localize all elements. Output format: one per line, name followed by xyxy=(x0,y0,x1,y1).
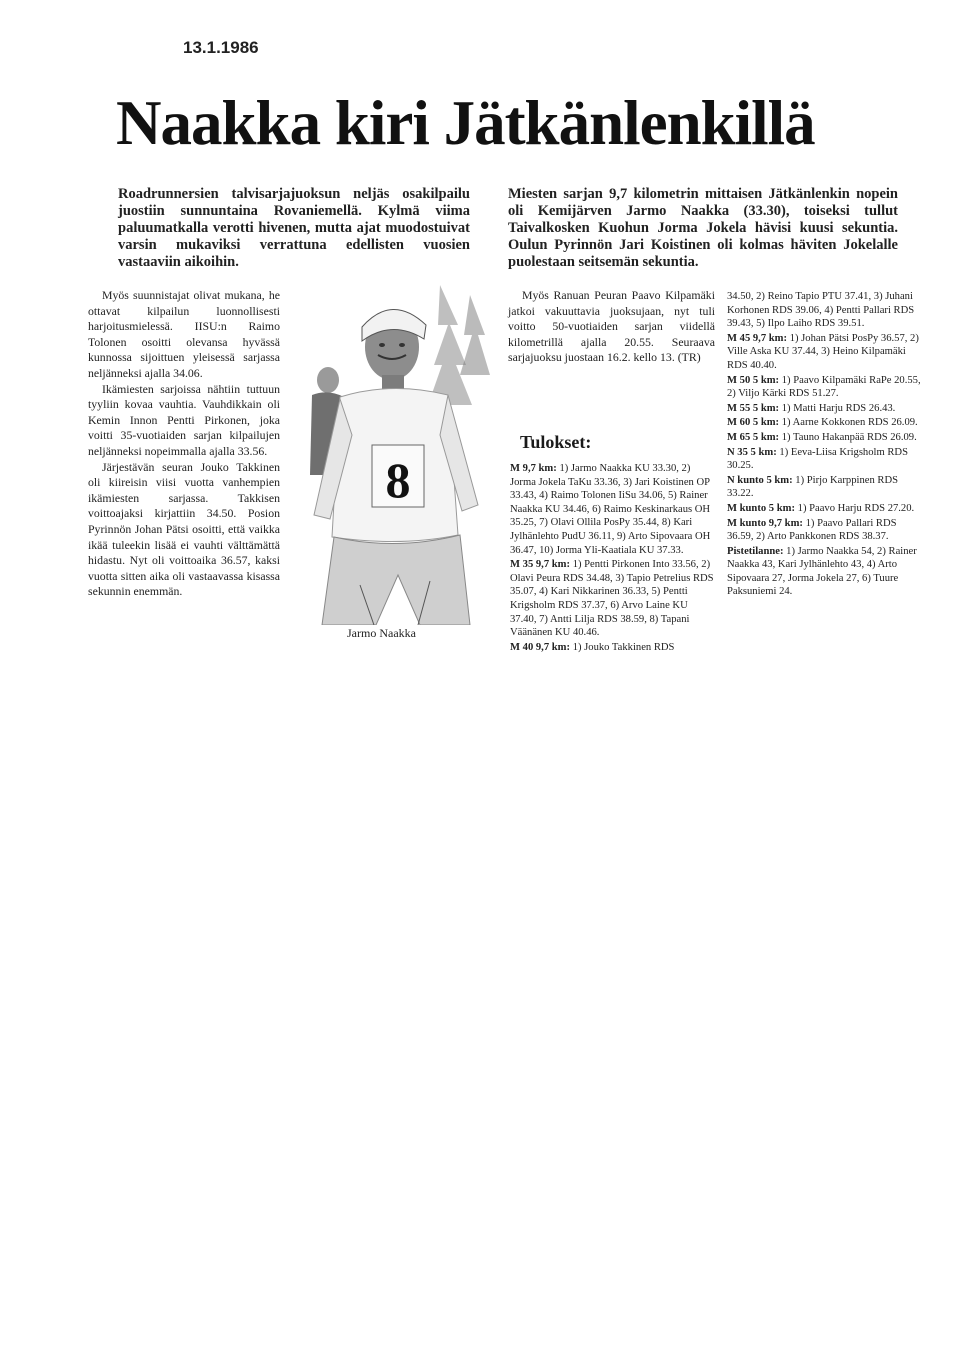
result-entry xyxy=(727,446,923,473)
result-text: 1) Jouko Takkinen RDS xyxy=(572,641,675,653)
bib-number: 8 xyxy=(385,452,411,508)
result-category: M kunto 9,7 km: xyxy=(727,517,803,529)
result-category: M kunto 5 km: xyxy=(727,502,795,514)
result-text: 1) Paavo Pallari RDS 36.59, 2) Arto Pankkonen RDS 38.37. xyxy=(727,517,897,543)
lead-paragraph-right: Miesten sarjan 9,7 kilometrin mittaisen Jätkänlenkin nopein oli Kemijärven Jarmo Naakka (33.30), toiseksi tullut Taivalkosken Kuohun Jorma Jokela hävisi kuusi sekuntia. Oulun Pyrinnön Jari Koistinen oli kolmas häviten Jokelalle puolestaan seitsemän sekuntia. xyxy=(508,186,898,270)
result-category: M 65 5 km: xyxy=(727,431,780,443)
result-text: 1) Jarmo Naakka 54, 2) Rainer Naakka 43, Kari Jylhänlehto 43, 4) Arto Sipovaara 27, Jorma Jokela 27, 6) Tuure Paksuniemi 24. xyxy=(727,545,917,598)
result-text: 1) Paavo Harju RDS 27.20. xyxy=(797,502,915,514)
result-category: N 35 5 km: xyxy=(727,446,777,458)
result-category: Pistetilanne: xyxy=(727,545,784,557)
body-paragraph: Ikämiesten sarjoissa nähtiin tuttuun tyyliin kovaa vauhtia. Vauhdikkain oli Kemin Innon Pentti Pirkonen, joka voitti 35-vuotiaiden sarjan kilpailujen neljänneksi nopeimmalla ajalla 33.56. xyxy=(88,381,280,458)
result-category: M 35 9,7 km: xyxy=(510,559,571,571)
result-entry xyxy=(727,416,923,430)
result-text: 1) Johan Pätsi PosPy 36.57, 2) Ville Aska KU 37.44, 3) Heino Kilpamäki RDS 40.40. xyxy=(727,332,919,371)
result-category: M 9,7 km: xyxy=(510,463,557,474)
result-entry xyxy=(727,290,923,331)
result-category: M 40 9,7 km: xyxy=(510,641,571,653)
result-text: 1) Eeva-Liisa Krigsholm RDS 30.25. xyxy=(727,446,908,472)
body-column-3 xyxy=(508,288,715,366)
article-headline: Naakka kiri Jätkänlenkillä xyxy=(116,88,815,158)
result-category: M 60 5 km: xyxy=(727,417,780,429)
result-text: 1) Pirjo Karppinen RDS 33.22. xyxy=(727,474,898,500)
runner-photo xyxy=(300,285,490,625)
result-entry xyxy=(727,545,923,599)
result-text: 1) Matti Harju RDS 26.43. xyxy=(781,402,896,414)
results-column-1 xyxy=(510,462,716,655)
result-entry xyxy=(727,502,923,516)
result-category: M 55 5 km: xyxy=(727,402,780,414)
result-entry xyxy=(727,374,923,401)
result-text: 1) Jarmo Naakka KU 33.30, 2) Jorma Jokela TaKu 33.36, 3) Jari Koistinen OP 33.43, 4) Raimo Tolonen IiSu 34.06, 5) Rainer Naakka KU 34.46, 6) Raimo Keskinarkaus OH 35.25, 7) Olavi Ollila PosPy 35.44, 8) Kari Jylhänlehto PudU 36.11, 9) Arto Sipovaara OH 36.47, 10) Jorma Yli-Kaatiala KU 37.33. xyxy=(510,463,711,556)
result-entry xyxy=(510,558,716,640)
result-category: N kunto 5 km: xyxy=(727,474,793,486)
body-paragraph: Järjestävän seuran Jouko Takkinen oli kiireisin viisi vuotta vanhempien ikämiesten sarjassa. Takkisen voittoajaksi kirjattiin 34.50. Posion Pyrinnön Johan Pätsi osoitti, että vaikka ikää tuleekin lisää ei vauhti välttämättä hidastu. Nyt oli voittoaika 36.57, kaksi vuotta sitten aika oli vastaavassa kisassa sekunnin enemmän. xyxy=(88,459,280,599)
result-text: 34.50, 2) Reino Tapio PTU 37.41, 3) Juhani Korhonen RDS 39.06, 4) Pentti Pallari RDS 39.43, 5) Ilpo Laiho RDS 39.51. xyxy=(727,291,915,330)
result-text: 1) Tauno Hakanpää RDS 26.09. xyxy=(781,431,917,443)
result-category: M 50 5 km: xyxy=(727,374,780,386)
body-column-1 xyxy=(88,288,280,600)
result-text: 1) Paavo Kilpamäki RaPe 20.55, 2) Viljo Kärki RDS 51.27. xyxy=(727,374,921,400)
result-entry xyxy=(727,332,923,373)
photo-caption: Jarmo Naakka xyxy=(347,626,416,640)
result-entry xyxy=(510,462,716,557)
result-entry xyxy=(727,474,923,501)
results-heading: Tulokset: xyxy=(520,432,592,452)
results-column-2 xyxy=(727,290,923,600)
result-text: 1) Aarne Kokkonen RDS 26.09. xyxy=(781,417,918,429)
result-entry xyxy=(727,517,923,544)
lead-paragraph-left: Roadrunnersien talvisarjajuoksun neljäs osakilpailu juostiin sunnuntaina Rovaniemellä. Kylmä viima paluumatkalla verotti hivenen, mutta ajat muodostuivat varsin mukaviksi verrattuna edellisten vuosien vastaaviin aikoihin. xyxy=(118,186,470,270)
body-paragraph: Myös Ranuan Peuran Paavo Kilpamäki jatkoi vakuuttavia juoksujaan, nyt tuli voitto 50-vuotiaiden sarjan viidellä kilometrillä ajalla 20.55. Seuraava sarjajuoksu juostaan 16.2. kello 13. (TR) xyxy=(508,288,715,365)
result-text: 1) Pentti Pirkonen Into 33.56, 2) Olavi Peura RDS 34.48, 3) Tapio Petrelius RDS 35.07, 4) Kari Nikkarinen 36.33, 5) Pentti Krigsholm RDS 37.37, 6) Arvo Laine KU 37.40, 7) Antti Lilja RDS 38.59, 8) Tapani Väänänen KU 40.46. xyxy=(510,559,714,639)
body-paragraph: Myös suunnistajat olivat mukana, he ottavat kilpailun luonnollisesti harjoitusmielessä. IISU:n Raimo Tolonen osoitti olevansa hyvässä kunnossa sijoittuen yleisessä sarjassa neljänneksi ajalla 34.06. xyxy=(88,288,280,380)
result-entry xyxy=(510,641,716,655)
result-entry xyxy=(727,402,923,416)
date-stamp: 13.1.1986 xyxy=(183,38,259,57)
result-entry xyxy=(727,431,923,445)
result-category: M 45 9,7 km: xyxy=(727,332,788,344)
